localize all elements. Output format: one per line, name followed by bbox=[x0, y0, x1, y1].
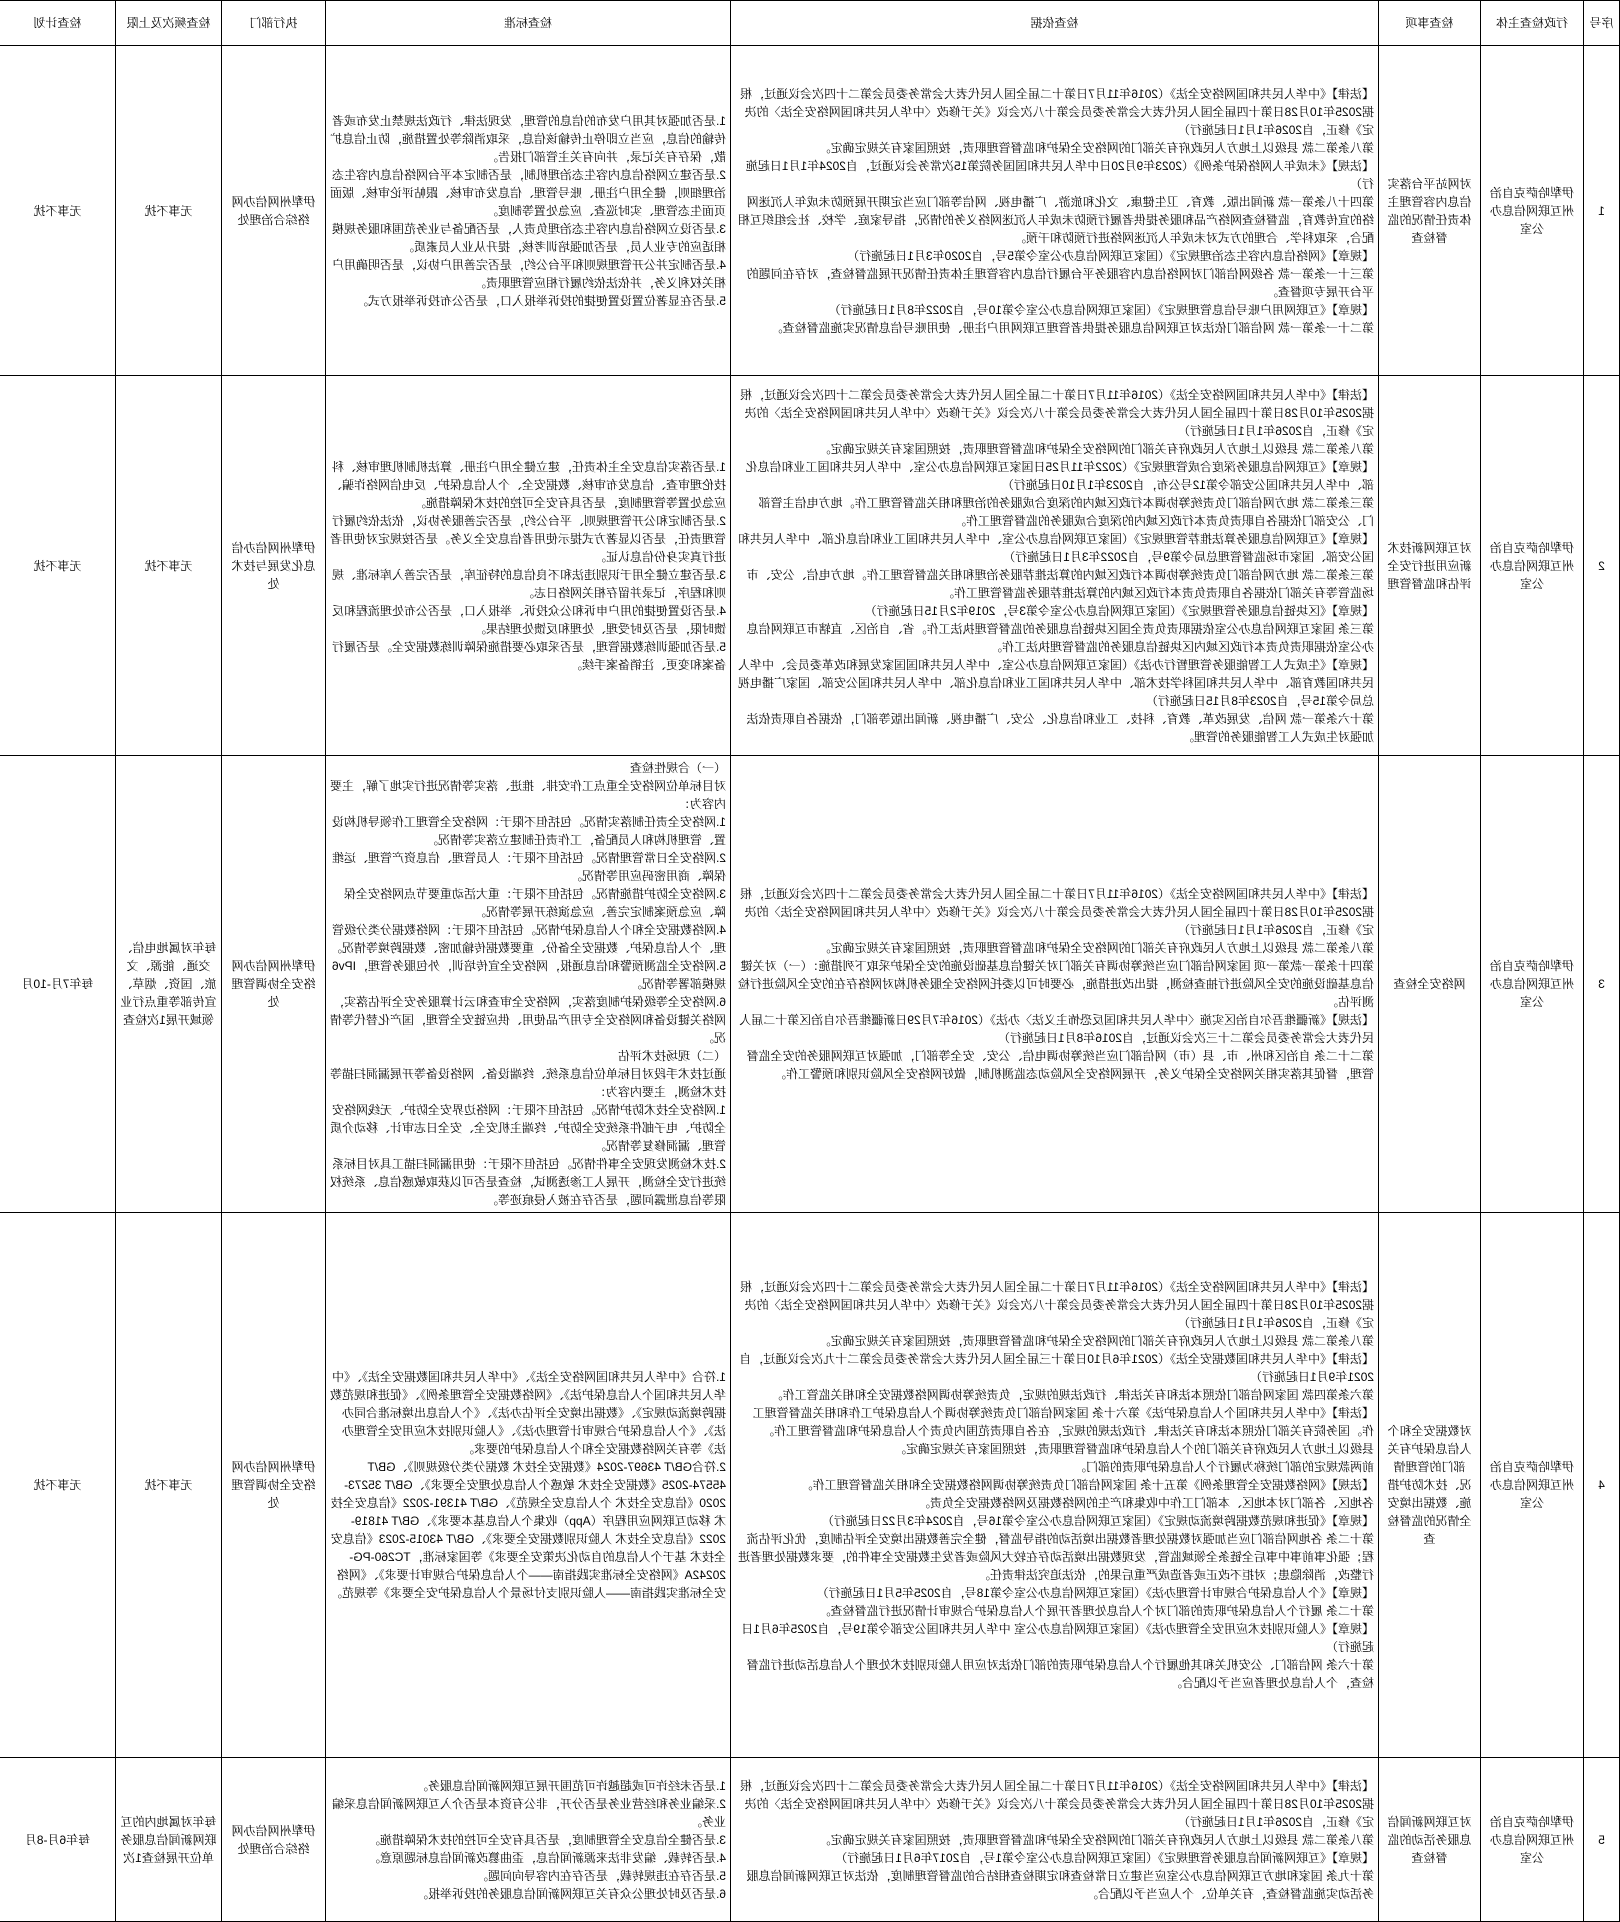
basis-paragraph: 【规章】《网络信息内容生态治理规定》（国家互联网信息办公室令第5号，自2020年3月1日起施行） bbox=[847, 248, 1374, 263]
basis-paragraph: 【规章】《互联网信息服务算法推荐管理规定》（国家互联网信息办公室、中华人民共和国工业和信息化部、中华人民共和国公安部、国家市场监督管理总局令第9号，自2022年3月1日起施行） bbox=[737, 531, 1374, 564]
basis-paragraph: 【法律】《中华人民共和国网络安全法》（2016年11月7日第十二届全国人民代表大会常务委员会第二十四次会议通过，根据2025年10月28日第十四届全国人民代表大会常务委员会第十八次会议《关于修改〈中华人民共和国网络安全法〉的决定》修正，自2026年1月1日起施行） bbox=[740, 887, 1374, 937]
basis-paragraph: 第四十条第一款第一项 国家网信部门应当统筹协调有关部门对关键信息基础设施的安全保护采取下列措施：（一）对关键信息基础设施的安全风险进行抽查检测，提出改进措施，必要时可以委托网络安全服务机构对网络存在的安全风险进行检测评估。 bbox=[737, 959, 1374, 1009]
cell-basis bbox=[731, 46, 1379, 376]
standard-paragraph: 对目标单位网络安全重点工作安排、推进、落实等情况进行实地了解，主要内容为： bbox=[329, 779, 726, 811]
cell-frequency: 无事不扰 bbox=[116, 46, 222, 376]
basis-paragraph: 第十六条第一款 网信、发展改革、教育、科技、工业和信息化、公安、广播电视、新闻出版等部门，依据各自职责依法加强对生成式人工智能服务的管理。 bbox=[746, 711, 1374, 744]
basis-paragraph: 【法律】《中华人民共和国网络安全法》（2016年11月7日第十二届全国人民代表大会常务委员会第二十四次会议通过，根据2025年10月28日第十四届全国人民代表大会常务委员会第十八次会议《关于修改〈中华人民共和国网络安全法〉的决定》修正，自2026年1月1日起施行） bbox=[740, 1280, 1374, 1330]
standard-paragraph: 3.是否建立健全用于识别违法和不良信息的特征库，是否完善入库标准、规则和程序，记录并留存相关网络日志。 bbox=[331, 567, 726, 600]
standard-paragraph: 3.网络安全防护措施情况。包括但不限于：重大活动重要节点网络安全保障、应急预案制定完善、应急演练开展等情况。 bbox=[343, 887, 726, 919]
cell-standard bbox=[326, 1213, 731, 1758]
cell-basis bbox=[731, 756, 1379, 1213]
standard-paragraph: 2.采编业务和经营业务是否分开，非公有资本是否介入互联网新闻信息采编业务。 bbox=[331, 1796, 726, 1829]
cell-standard bbox=[326, 46, 731, 376]
table-row bbox=[0, 1758, 1620, 1922]
basis-paragraph: 第八条第二款 县级以上地方人民政府有关部门的网络安全保护和监督管理职责，按照国家有关规定确定。 bbox=[818, 1832, 1374, 1847]
standard-paragraph: 4.是否设置便捷的用户申诉和公众投诉、举报入口，是否公布处理流程和反馈时限，是否及时受理、处理和反馈处理结果。 bbox=[331, 603, 726, 636]
basis-paragraph: 【法规】《网络数据安全管理条例》第五十条 国家网信部门负责统筹协调网络数据安全和相关监督管理工作。 bbox=[800, 1478, 1374, 1492]
basis-paragraph: 【规章】《生成式人工智能服务管理暂行办法》（国家互联网信息办公室、中华人民共和国国家发展和改革委员会、中华人民共和国教育部、中华人民共和国科学技术部、中华人民共和国工业和信息化部、中华人民共和国公安部、国家广播电视总局令第15号，自2023年8月15日起施行） bbox=[737, 657, 1374, 708]
standard-paragraph: 2.符合GB/T 43697-2024《数据安全技术 数据分类分级规则》、GB/T 45574-2025《数据安全技术 敏感个人信息处理安全要求》、GB/T 35273-2020《信息安全技术 个人信息安全规范》、GB/T 41391-2022《信息安全技术 移动互联网应用程序（App）收集个人信息基本要求》、GB/T 41819-2022《信息安全技术 人脸识别数据安全要求》、GB/T 43015-2023《信息安全技术 基于个人信息的自动化决策安全要求》等国家标准，TC260-PG-20242A《网络安全标准实践指南——个人信息保护合规审计要求》、《网络安全标准实践指南——人脸识别支付场景个人信息保护安全要求》等规范。 bbox=[329, 1460, 726, 1600]
basis-paragraph: 第六条第四款 国家网信部门依照本法和有关法律、行政法规的规定，负责统筹协调网络数据安全和相关监管工作。 bbox=[770, 1388, 1374, 1402]
cell-frequency: 每年对属地内的互联网新闻信息服务单位开展检查1次 bbox=[116, 1758, 222, 1922]
basis-paragraph: 【规章】《互联网用户账号信息管理规定》（国家互联网信息办公室令第10号，自2022年8月1日起施行） bbox=[828, 302, 1374, 317]
basis-paragraph: 第八条第二款 县级以上地方人民政府有关部门的网络安全保护和监督管理职责，按照国家有关规定确定。 bbox=[818, 441, 1374, 456]
standard-paragraph: 1.网络安全技术防护情况。包括但不限于：网络边界安全防护、无线网络安全防护、电子邮件系统安全防护、终端主机安全、安全日志审计、移动介质管理、漏洞修复等情况。 bbox=[329, 1103, 726, 1153]
header-frequency: 检查频次及上限 bbox=[116, 1, 222, 46]
basis-paragraph: 【规章】《促进和规范数据跨境流动规定》（国家互联网信息办公室令第16号，自2024年3月22日起施行） bbox=[821, 1514, 1374, 1528]
cell-item: 对网站平台落实信息内容管理主体责任情况的监督检查 bbox=[1379, 46, 1481, 376]
standard-paragraph: 5.是否在显著位置设置便捷的投诉举报入口，是否公布投诉举报方式。 bbox=[355, 293, 726, 308]
basis-paragraph: 第十二条 各地网信部门应当加强对数据处理者数据出境活动的指导监督，健全完善数据出境安全评估制度，优化评估流程；强化事前事中事后全链条全领域监管，发现数据出境活动存在较大风险或者发生数据安全事件的，要求数据处理者进行整改，消除隐患；对拒不改正或者造成严重后果的，依法追究法律责任。 bbox=[737, 1532, 1374, 1582]
basis-paragraph: 第十二条 履行个人信息保护职责的部门对个人信息处理者开展个人信息保护合规审计情况进行监督检查。 bbox=[818, 1604, 1374, 1618]
basis-paragraph: 县级以上地方人民政府有关部门的个人信息保护和监督管理职责，按照国家有关规定确定。 bbox=[893, 1442, 1374, 1456]
basis-paragraph: 【法律】《中华人民共和国网络安全法》（2016年11月7日第十二届全国人民代表大会常务委员会第二十四次会议通过，根据2025年10月28日第十四届全国人民代表大会常务委员会第十八次会议《关于修改〈中华人民共和国网络安全法〉的决定》修正，自2026年1月1日起施行） bbox=[740, 1778, 1374, 1829]
cell-subject: 伊犁哈萨克自治州互联网信息办公室 bbox=[1481, 376, 1584, 756]
basis-paragraph: 前两款规定的部门统称为履行个人信息保护职责的部门。 bbox=[1073, 1460, 1374, 1474]
basis-paragraph: 【规章】《人脸识别技术应用安全管理办法》（国家互联网信息办公室 中华人民共和国公安部令第19号，自2025年6月1日起施行） bbox=[741, 1622, 1374, 1654]
cell-basis bbox=[731, 376, 1379, 756]
cell-dept: 伊犁州网信办网络安全协调管理处 bbox=[222, 756, 326, 1213]
basis-paragraph: 【规章】《互联网新闻信息服务管理规定》（国家互联网信息办公室令第1号，自2017年6月1日起施行） bbox=[835, 1850, 1374, 1865]
cell-dept: 伊犁州网信办网络安全协调管理处 bbox=[222, 1213, 326, 1758]
standard-paragraph: （二）现场技术评估 bbox=[617, 1049, 726, 1063]
cell-plan: 无事不扰 bbox=[0, 1213, 116, 1758]
cell-basis bbox=[731, 1758, 1379, 1922]
basis-paragraph: 第二十一条第一款 网信部门依法对互联网信息服务提供者管理互联网用户注册、使用账号信息情况实施监督检查。 bbox=[770, 320, 1374, 335]
cell-frequency: 无事不扰 bbox=[116, 376, 222, 756]
table-row bbox=[0, 1213, 1620, 1758]
cell-item: 对互联网新闻信息服务活动的监督检查 bbox=[1379, 1758, 1481, 1922]
standard-paragraph: 5.是否加强训练数据管理，是否采取必要措施保障训练数据安全。是否履行备案和变更、注销备案手续。 bbox=[331, 639, 726, 672]
basis-paragraph: 【规章】《互联网信息服务深度合成管理规定》（2022年11月25日国家互联网信息办公室、中华人民共和国工业和信息化部、中华人民共和国公安部令第12号公布，自2023年1月10日起施行） bbox=[745, 459, 1374, 492]
basis-paragraph: 第四十八条第一款 新闻出版、教育、卫生健康、文化和旅游、广播电视、网信等部门应当定期开展预防未成年人沉迷网络的宣传教育，监督检查网络产品和服务提供者履行预防未成年人沉迷网络义务的情况，指导家庭、学校、社会组织互相配合，采取科学、合理的方式对未成年人沉迷网络进行预防和干预。 bbox=[737, 194, 1374, 245]
standard-paragraph: 5.是否存在违规转载，是否存在内容导向问题。 bbox=[475, 1868, 726, 1883]
standard-paragraph: 1.符合《中华人民共和国网络安全法》、《中华人民共和国数据安全法》、《中华人民共和国个人信息保护法》、《网络数据安全管理条例》、《促进和规范数据跨境流动规定》、《数据出境安全评估办法》、《个人信息出境标准合同办法》、《个人信息保护合规审计管理办法》、《人脸识别技术应用安全管理办法》等有关网络数据安全和个人信息保护的要求。 bbox=[329, 1370, 726, 1456]
header-subject: 行政检查主体 bbox=[1481, 1, 1584, 46]
standard-paragraph: 2.技术检测发现安全事件情况。包括但不限于：使用漏洞扫描工具对目标系统进行安全检测，开展人工渗透测试，检查是否可以获取敏感信息、系统权限等信息泄露问题，是否存在被入侵痕迹等。 bbox=[329, 1157, 726, 1207]
standard-paragraph: 1.是否未经许可或超越许可范围开展互联网新闻信息服务。 bbox=[415, 1778, 726, 1793]
header-item: 检查事项 bbox=[1379, 1, 1481, 46]
standard-paragraph: 6.网络安全等级保护制度落实，网络安全审查和云计算服务安全评估落实，网络关键设备和网络安全专用产品使用、供应链安全管理，国产化替代等情况。 bbox=[329, 995, 726, 1045]
standard-paragraph: 1.是否加强对其用户发布的信息的管理，发现法律、行政法规禁止发布或者传输的信息，应当立即停止传输该信息，采取消除等处置措施，防止信息扩散，保存有关记录，并向有关主管部门报告。 bbox=[329, 113, 726, 164]
basis-paragraph: 【法规】《未成年人网络保护条例》（2023年9月20日中华人民共和国国务院第15次常务会议通过，自2024年1月1日起施行） bbox=[745, 158, 1374, 191]
table-row bbox=[0, 756, 1620, 1213]
standard-paragraph: 2.是否制定和公开管理规则、平台公约，是否完善服务协议，依法依约履行管理责任，是否以显著方式提示使用者信息安全义务。是否按规定对使用者进行真实身份信息认证。 bbox=[329, 513, 726, 564]
basis-paragraph: 【法律】《中华人民共和国个人信息保护法》第六十条 国家网信部门负责统筹协调个人信息保护工作和相关监督管理工作。国务院有关部门依照本法和有关法律、行政法规的规定，在各自职责范围内负责个人信息保护和监督管理工作。 bbox=[752, 1406, 1374, 1438]
cell-standard bbox=[326, 756, 731, 1213]
cell-subject: 伊犁哈萨克自治州互联网信息办公室 bbox=[1481, 756, 1584, 1213]
standard-paragraph: 2.网络安全日常管理情况。包括但不限于：人员管理、信息资产管理、运维保障、商用密码应用等情况。 bbox=[331, 851, 726, 883]
cell-dept: 伊犁州网信办网络综合治理处 bbox=[222, 46, 326, 376]
cell-dept: 伊犁州网信办信息化发展与技术处 bbox=[222, 376, 326, 756]
cell-item: 对数据安全和个人信息保护有关部门的管理情况、技术防护措施、数据出境安全情况的监督检查 bbox=[1379, 1213, 1481, 1758]
basis-paragraph: 第八条第二款 县级以上地方人民政府有关部门的网络安全保护和监督管理职责，按照国家有关规定确定。 bbox=[818, 941, 1374, 955]
table-header-row bbox=[0, 1, 1620, 46]
standard-paragraph: 3.是否健全信息安全管理制度，是否具有安全可控的技术保障措施。 bbox=[367, 1832, 726, 1847]
header-standard: 检查标准 bbox=[326, 1, 731, 46]
cell-seq: 2 bbox=[1584, 376, 1620, 756]
cell-dept: 伊犁州网信办网络综合治理处 bbox=[222, 1758, 326, 1922]
standard-paragraph: 4.是否转载、编发非法来源新闻信息，歪曲篡改新闻信息标题原意。 bbox=[367, 1850, 726, 1865]
basis-paragraph: 【法规】《新疆维吾尔自治区实施〈中华人民共和国反恐怖主义法〉办法》（2016年7月29日新疆维吾尔自治区第十二届人民代表大会常务委员会第二十三次会议通过，自2016年8月1日起施行） bbox=[739, 1013, 1374, 1045]
cell-seq: 3 bbox=[1584, 756, 1620, 1213]
standard-paragraph: 4.是否制定并公开管理规则和平台公约，是否完善用户协议，是否明确用户相关权利义务，并依法依约履行相应管理职责。 bbox=[331, 257, 726, 290]
basis-paragraph: 各地区、各部门对本地区、本部门工作中收集和产生的网络数据及网络数据安全负责。 bbox=[917, 1496, 1374, 1510]
cell-subject: 伊犁哈萨克自治州互联网信息办公室 bbox=[1481, 1758, 1584, 1922]
standard-paragraph: 3.是否设立网络信息内容生态治理负责人，是否配备与业务范围和服务规模相适应的专业人员，是否加强培训考核，提升从业人员素质。 bbox=[331, 221, 726, 254]
basis-paragraph: 第三十一条第一款 各级网信部门对网络信息内容服务平台履行信息内容管理主体责任情况开展监督检查，对存在问题的平台开展专项督查。 bbox=[746, 266, 1374, 299]
standard-paragraph: 4.网络数据安全和个人信息保护情况。包括但不限于：网络数据分类分级管理、个人信息保护、数据安全备份、重要数据传输加密、数据跨境等情况。 bbox=[329, 923, 726, 955]
cell-plan: 每年7月-10月 bbox=[0, 756, 116, 1213]
cell-frequency: 无事不扰 bbox=[116, 1213, 222, 1758]
basis-paragraph: 第三条 国家互联网信息办公室依据职责负责全国区块链信息服务的监督管理执法工作。省、自治区、直辖市互联网信息办公室依据职责负责本行政区域内区块链信息服务的监督管理执法工作。 bbox=[746, 621, 1374, 654]
header-seq: 序号 bbox=[1584, 1, 1620, 46]
basis-paragraph: 第十九条 国家和地方互联网信息办公室应当建立日常检查和定期检查相结合的监督管理制度，依法对互联网新闻信息服务活动实施监督检查，有关单位、个人应当予以配合。 bbox=[746, 1868, 1374, 1901]
header-basis: 检查依据 bbox=[731, 1, 1379, 46]
cell-item: 对互联网新技术新应用进行安全评估和监督管理 bbox=[1379, 376, 1481, 756]
table-row bbox=[0, 46, 1620, 376]
standard-paragraph: 5.网络安全监测预警和信息通报，网络安全宣传培训，外包服务管理，IPv6规模部署等情况。 bbox=[331, 959, 726, 991]
cell-subject: 伊犁哈萨克自治州互联网信息办公室 bbox=[1481, 1213, 1584, 1758]
standard-paragraph: （一）合规性检查 bbox=[629, 761, 726, 775]
table-row bbox=[0, 376, 1620, 756]
cell-basis bbox=[731, 1213, 1379, 1758]
basis-paragraph: 【法律】《中华人民共和国网络安全法》（2016年11月7日第十二届全国人民代表大会常务委员会第二十四次会议通过，根据2025年10月28日第十四届全国人民代表大会常务委员会第十八次会议《关于修改〈中华人民共和国网络安全法〉的决定》修正，自2026年1月1日起施行） bbox=[740, 387, 1374, 438]
standard-paragraph: 6.是否及时处理公众有关互联网新闻信息服务的投诉举报。 bbox=[415, 1886, 726, 1901]
cell-plan: 每年6月-8月 bbox=[0, 1758, 116, 1922]
cell-frequency: 每年对属地电信、交通、能源、文旅、国资、烟草、宣传部等重点行业领域开展1次检查 bbox=[116, 756, 222, 1213]
standard-paragraph: 1.网络安全责任制落实情况。包括但不限于：网络安全管理工作领导机构设置、管理机构和人员配备，工作责任制建立落实等情况。 bbox=[331, 815, 726, 847]
basis-paragraph: 【法律】《中华人民共和国数据安全法》（2021年6月10日第十三届全国人民代表大会常务委员会第二十九次会议通过，自2021年9月1日起施行） bbox=[739, 1352, 1374, 1384]
basis-paragraph: 【法律】《中华人民共和国网络安全法》（2016年11月7日第十二届全国人民代表大会常务委员会第二十四次会议通过，根据2025年10月28日第十四届全国人民代表大会常务委员会第十八次会议《关于修改〈中华人民共和国网络安全法〉的决定》修正，自2026年1月1日起施行） bbox=[740, 86, 1374, 137]
cell-standard bbox=[326, 1758, 731, 1922]
cell-seq: 1 bbox=[1584, 46, 1620, 376]
basis-paragraph: 第三条第二款 地方网信部门负责统筹协调本行政区域内的算法推荐服务治理和相关监督管理工作。地方电信、公安、市场监管等有关部门依据各自职责负责本行政区域内的算法推荐服务监督管理工作。 bbox=[746, 567, 1374, 600]
cell-plan: 无事不扰 bbox=[0, 46, 116, 376]
cell-standard bbox=[326, 376, 731, 756]
standard-paragraph: 通过技术手段对目标单位信息系统、终端设备、网络设备等开展漏洞扫描等技术检测，主要内容为： bbox=[329, 1067, 726, 1099]
standard-paragraph: 2.是否建立网络信息内容生态治理机制，是否制定本平台网络信息内容生态治理细则，健全用户注册、账号管理、信息发布审核、跟帖评论审核、版面页面生态管理、实时巡查、应急处置等制度。 bbox=[329, 167, 726, 218]
basis-paragraph: 【规章】《区块链信息服务管理规定》（国家互联网信息办公室令第3号，2019年2月15日起施行） bbox=[864, 603, 1374, 618]
cell-plan: 无事不扰 bbox=[0, 376, 116, 756]
header-dept: 执行部门 bbox=[222, 1, 326, 46]
basis-paragraph: 第八条第二款 县级以上地方人民政府有关部门的网络安全保护和监督管理职责，按照国家有关规定确定。 bbox=[818, 140, 1374, 155]
table-body bbox=[0, 46, 1620, 1922]
basis-paragraph: 第二十二条 自治区和州、市、县（市）网信部门应当统筹协调电信、公安、安全等部门，加强对互联网服务的安全监督管理，督促其落实相关网络安全保护义务，开展网络安全风险动态监测机制，做好网络安全风险识别和预警工作。 bbox=[746, 1049, 1374, 1081]
cell-item: 网络安全检查 bbox=[1379, 756, 1481, 1213]
basis-paragraph: 第十六条 网信部门、公安机关和其他履行个人信息保护职责的部门依法对应用人脸识别技术处理个人信息活动进行监督检查，个人信息处理者应当予以配合。 bbox=[746, 1658, 1374, 1690]
cell-seq: 5 bbox=[1584, 1758, 1620, 1922]
cell-seq: 4 bbox=[1584, 1213, 1620, 1758]
standard-paragraph: 1.是否落实信息安全主体责任，建立健全用户注册、算法机制机理审核、科技伦理审查、信息发布审核、数据安全、个人信息保护、反电信网络诈骗、应急处置等管理制度，是否具有安全可控的技术保障措施。 bbox=[329, 459, 726, 510]
basis-paragraph: 第三条第二款 地方网信部门负责统筹协调本行政区域内的深度合成服务的治理和相关监督管理工作。地方电信主管部门、公安部门依据各自职责负责本行政区域内的深度合成服务的监督管理工作。 bbox=[758, 495, 1374, 528]
basis-paragraph: 第八条第二款 县级以上地方人民政府有关部门的网络安全保护和监督管理职责，按照国家有关规定确定。 bbox=[818, 1334, 1374, 1348]
basis-paragraph: 【规章】《个人信息保护合规审计管理办法》（国家互联网信息办公室令第18号，自2025年5月1日起施行） bbox=[816, 1586, 1374, 1600]
cell-subject: 伊犁哈萨克自治州互联网信息办公室 bbox=[1481, 46, 1584, 376]
header-plan: 检查计划 bbox=[0, 1, 116, 46]
